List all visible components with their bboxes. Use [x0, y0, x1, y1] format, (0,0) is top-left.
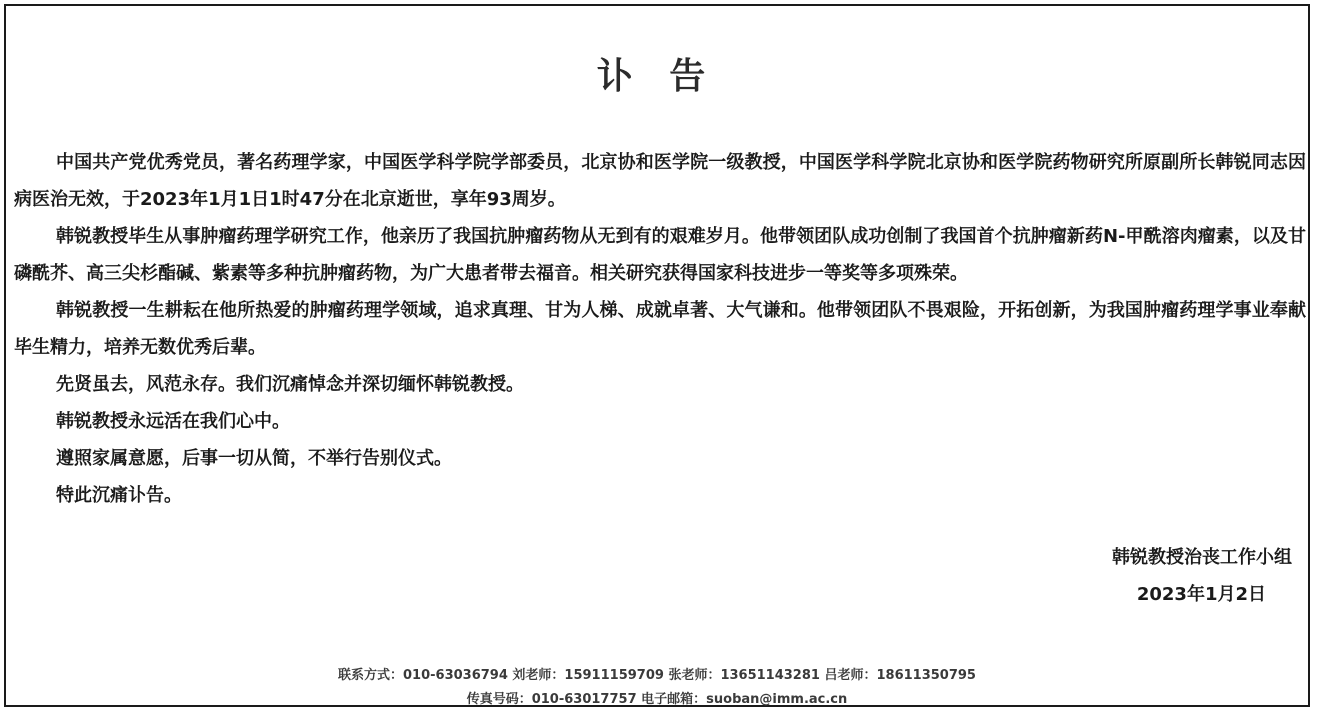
footer-fax-email: 传真号码：010-63017757 电子邮箱：suoban@imm.ac.cn [466, 692, 848, 707]
paragraph-legacy: 韩锐教授一生耕耘在他所热爱的肿瘤药理学领域，追求真理、甘为人梯、成就卓著、大气谦和。他带领团队不畏艰险，开拓创新，为我国肿瘤药理学事业奉献毕生精力，培养无数优秀后辈。 [14, 300, 1306, 358]
paragraph-closing: 特此沉痛讣告。 [56, 485, 182, 506]
footer-contact-phones: 联系方式：010-63036794 刘老师：15911159709 张老师：13651143281 吕老师：18611350795 [338, 668, 976, 683]
paragraph-career: 韩锐教授毕生从事肿瘤药理学研究工作，他亲历了我国抗肿瘤药物从无到有的艰难岁月。他带领团队成功创制了我国首个抗肿瘤新药N-甲酰溶肉瘤素，以及甘磷酰芥、高三尖杉酯碱、紫素等多种抗肿瘤药物，为广大患者带去福音。相关研究获得国家科技进步一等奖等多项殊荣。 [14, 226, 1306, 284]
paragraph-funeral-arrangements: 遵照家属意愿，后事一切从简，不举行告别仪式。 [56, 448, 452, 469]
obituary-body [14, 144, 1306, 514]
paragraph-announcement: 中国共产党优秀党员，著名药理学家，中国医学科学院学部委员，北京协和医学院一级教授，中国医学科学院北京协和医学院药物研究所原副所长韩锐同志因病医治无效，于2023年1月1日1时47分在北京逝世，享年93周岁。 [14, 152, 1306, 210]
signature-date: 2023年1月2日 [1136, 584, 1266, 605]
obituary-frame [4, 4, 1310, 707]
page-title: 讣 告 [596, 56, 718, 97]
signature-block [1112, 539, 1292, 613]
signature-organization: 韩锐教授治丧工作小组 [1112, 547, 1292, 568]
paragraph-remembrance: 韩锐教授永远活在我们心中。 [56, 411, 290, 432]
paragraph-mourning: 先贤虽去，风范永存。我们沉痛悼念并深切缅怀韩锐教授。 [56, 374, 524, 395]
